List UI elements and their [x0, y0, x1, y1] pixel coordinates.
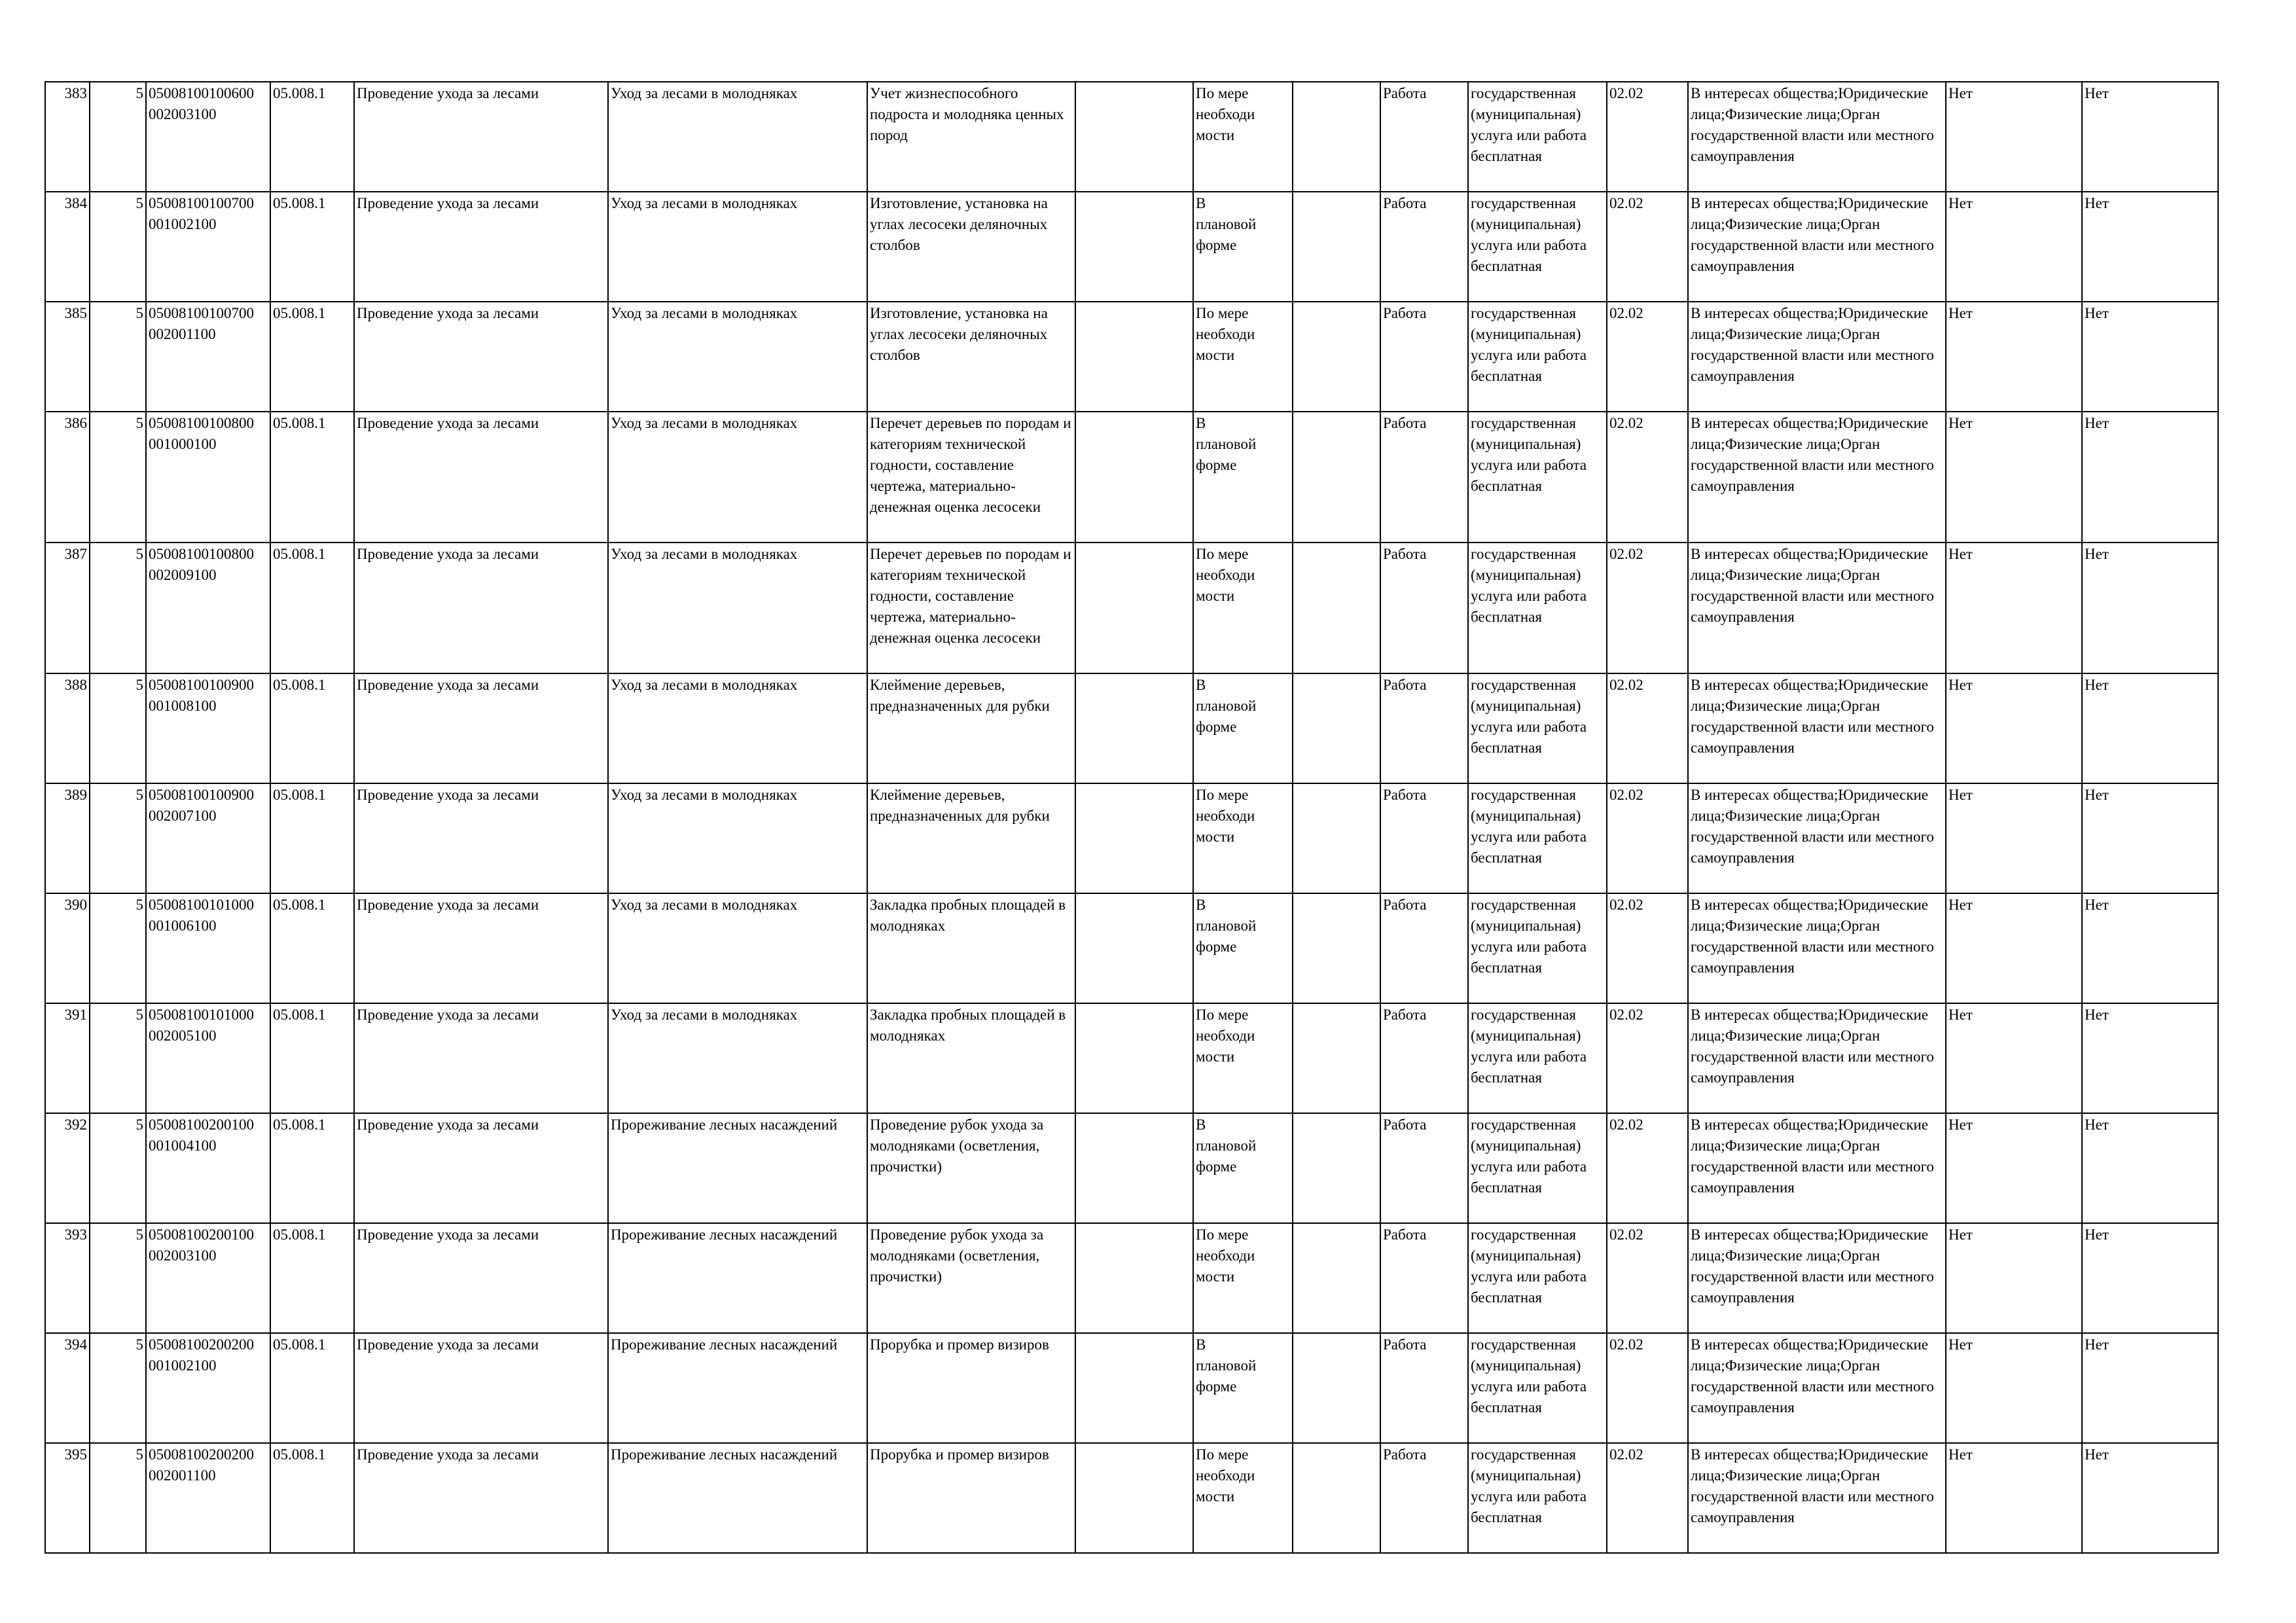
service-content: Прореживание лесных насаждений	[608, 1443, 867, 1553]
activity-code: 05.008.1	[270, 302, 354, 412]
consumer-categories: В интересах общества;Юридические лица;Физические лица;Орган государственной власти или местного самоуправления	[1688, 82, 1946, 192]
flag-cell-2: Нет	[2082, 192, 2218, 302]
service-name: Проведение ухода за лесами	[354, 82, 608, 192]
consumer-categories: В интересах общества;Юридические лица;Физические лица;Орган государственной власти или местного самоуправления	[1688, 412, 1946, 543]
provision-form-line2: плановой	[1196, 216, 1257, 232]
activity-code: 05.008.1	[270, 543, 354, 673]
flag-cell-2: Нет	[2082, 302, 2218, 412]
category-code: 02.02	[1607, 893, 1688, 1003]
registry-code-part2: 001004100	[149, 1137, 217, 1154]
service-content: Уход за лесами в молодняках	[608, 673, 867, 783]
flag-cell-2: Нет	[2082, 82, 2218, 192]
provision-form-line2: необходи	[1196, 1467, 1255, 1484]
provision-form-line1: По мере	[1196, 1446, 1249, 1463]
row-level: 5	[90, 1333, 146, 1443]
service-content: Уход за лесами в молодняках	[608, 893, 867, 1003]
row-level: 5	[90, 302, 146, 412]
row-level: 5	[90, 1113, 146, 1223]
payment-kind: государственная (муниципальная) услуга или работа бесплатная	[1468, 82, 1607, 192]
work-description: Перечет деревьев по породам и категориям технической годности, составление чертежа, материально-денежная оценка лесосеки	[867, 412, 1075, 543]
provision-form	[1193, 1113, 1293, 1223]
row-number: 390	[45, 893, 90, 1003]
provision-form-line2: плановой	[1196, 1357, 1257, 1374]
row-number: 395	[45, 1443, 90, 1553]
category-code: 02.02	[1607, 673, 1688, 783]
payment-kind: государственная (муниципальная) услуга или работа бесплатная	[1468, 1113, 1607, 1223]
flag-cell-2: Нет	[2082, 893, 2218, 1003]
flag-cell-1: Нет	[1946, 1003, 2082, 1113]
table-row	[45, 783, 2218, 893]
row-number: 389	[45, 783, 90, 893]
service-name: Проведение ухода за лесами	[354, 1443, 608, 1553]
empty-cell	[1075, 1333, 1193, 1443]
service-name: Проведение ухода за лесами	[354, 893, 608, 1003]
flag-cell-1: Нет	[1946, 1223, 2082, 1333]
table-row	[45, 1443, 2218, 1553]
flag-cell-1: Нет	[1946, 302, 2082, 412]
empty-cell	[1293, 302, 1380, 412]
flag-cell-1: Нет	[1946, 673, 2082, 783]
table-row	[45, 1223, 2218, 1333]
item-type: Работа	[1380, 192, 1468, 302]
service-name: Проведение ухода за лесами	[354, 302, 608, 412]
registry-code	[146, 1003, 270, 1113]
consumer-categories: В интересах общества;Юридические лица;Физические лица;Орган государственной власти или местного самоуправления	[1688, 1333, 1946, 1443]
provision-form-line3: форме	[1196, 1378, 1237, 1395]
table-row	[45, 543, 2218, 673]
activity-code: 05.008.1	[270, 893, 354, 1003]
item-type: Работа	[1380, 783, 1468, 893]
registry-body	[45, 82, 2218, 1553]
consumer-categories: В интересах общества;Юридические лица;Физические лица;Орган государственной власти или местного самоуправления	[1688, 1113, 1946, 1223]
provision-form-line1: По мере	[1196, 546, 1249, 562]
row-number: 393	[45, 1223, 90, 1333]
empty-cell	[1075, 302, 1193, 412]
activity-code: 05.008.1	[270, 412, 354, 543]
activity-code: 05.008.1	[270, 1223, 354, 1333]
registry-code-part2: 002007100	[149, 808, 217, 824]
flag-cell-1: Нет	[1946, 1333, 2082, 1443]
category-code: 02.02	[1607, 543, 1688, 673]
empty-cell	[1293, 1443, 1380, 1553]
consumer-categories: В интересах общества;Юридические лица;Физические лица;Орган государственной власти или местного самоуправления	[1688, 1223, 1946, 1333]
provision-form-line1: По мере	[1196, 305, 1249, 321]
payment-kind: государственная (муниципальная) услуга или работа бесплатная	[1468, 673, 1607, 783]
registry-code	[146, 543, 270, 673]
registry-code-part2: 001002100	[149, 1357, 217, 1374]
empty-cell	[1293, 1223, 1380, 1333]
registry-code-part1: 05008100100700	[149, 195, 254, 211]
provision-form-line1: В	[1196, 1116, 1206, 1133]
row-level: 5	[90, 783, 146, 893]
provision-form	[1193, 412, 1293, 543]
provision-form-line3: форме	[1196, 719, 1237, 735]
flag-cell-1: Нет	[1946, 1113, 2082, 1223]
item-type: Работа	[1380, 82, 1468, 192]
payment-kind: государственная (муниципальная) услуга или работа бесплатная	[1468, 1223, 1607, 1333]
category-code: 02.02	[1607, 412, 1688, 543]
registry-code-part1: 05008100101000	[149, 897, 254, 913]
service-name: Проведение ухода за лесами	[354, 192, 608, 302]
row-number: 392	[45, 1113, 90, 1223]
registry-code-part2: 001006100	[149, 918, 217, 934]
empty-cell	[1075, 1443, 1193, 1553]
table-row	[45, 1113, 2218, 1223]
service-name: Проведение ухода за лесами	[354, 783, 608, 893]
registry-code-part1: 05008100100900	[149, 677, 254, 693]
activity-code: 05.008.1	[270, 82, 354, 192]
service-name: Проведение ухода за лесами	[354, 543, 608, 673]
flag-cell-2: Нет	[2082, 783, 2218, 893]
payment-kind: государственная (муниципальная) услуга или работа бесплатная	[1468, 302, 1607, 412]
work-description: Клеймение деревьев, предназначенных для рубки	[867, 783, 1075, 893]
activity-code: 05.008.1	[270, 1113, 354, 1223]
empty-cell	[1075, 543, 1193, 673]
empty-cell	[1075, 192, 1193, 302]
service-name: Проведение ухода за лесами	[354, 1003, 608, 1113]
provision-form-line1: По мере	[1196, 1226, 1249, 1243]
registry-code-part1: 05008100200200	[149, 1336, 254, 1353]
registry-code-part2: 002001100	[149, 326, 216, 342]
activity-code: 05.008.1	[270, 673, 354, 783]
provision-form-line1: По мере	[1196, 787, 1249, 803]
table-row	[45, 82, 2218, 192]
registry-code-part1: 05008100100800	[149, 415, 254, 431]
provision-form	[1193, 543, 1293, 673]
provision-form	[1193, 783, 1293, 893]
registry-code-part2: 002003100	[149, 1247, 217, 1264]
empty-cell	[1075, 82, 1193, 192]
flag-cell-1: Нет	[1946, 1443, 2082, 1553]
row-number: 387	[45, 543, 90, 673]
item-type: Работа	[1380, 302, 1468, 412]
flag-cell-1: Нет	[1946, 543, 2082, 673]
item-type: Работа	[1380, 412, 1468, 543]
service-name: Проведение ухода за лесами	[354, 1223, 608, 1333]
table-row	[45, 192, 2218, 302]
registry-code	[146, 302, 270, 412]
provision-form-line3: мости	[1196, 829, 1235, 845]
category-code: 02.02	[1607, 192, 1688, 302]
payment-kind: государственная (муниципальная) услуга или работа бесплатная	[1468, 543, 1607, 673]
empty-cell	[1075, 412, 1193, 543]
empty-cell	[1075, 1003, 1193, 1113]
provision-form-line3: форме	[1196, 237, 1237, 253]
service-name: Проведение ухода за лесами	[354, 412, 608, 543]
provision-form	[1193, 302, 1293, 412]
registry-code	[146, 412, 270, 543]
row-level: 5	[90, 82, 146, 192]
provision-form-line2: плановой	[1196, 698, 1257, 714]
service-content: Уход за лесами в молодняках	[608, 192, 867, 302]
flag-cell-1: Нет	[1946, 82, 2082, 192]
provision-form-line3: мости	[1196, 1048, 1235, 1065]
provision-form	[1193, 1443, 1293, 1553]
activity-code: 05.008.1	[270, 1443, 354, 1553]
provision-form-line1: В	[1196, 195, 1206, 211]
item-type: Работа	[1380, 1113, 1468, 1223]
services-registry-table	[45, 81, 2219, 1554]
table-row	[45, 673, 2218, 783]
row-level: 5	[90, 1003, 146, 1113]
work-description: Закладка пробных площадей в молодняках	[867, 893, 1075, 1003]
table-row	[45, 412, 2218, 543]
empty-cell	[1075, 1113, 1193, 1223]
service-name: Проведение ухода за лесами	[354, 1113, 608, 1223]
provision-form-line2: плановой	[1196, 1137, 1257, 1154]
provision-form-line1: В	[1196, 897, 1206, 913]
work-description: Прорубка и промер визиров	[867, 1443, 1075, 1553]
provision-form-line2: плановой	[1196, 436, 1257, 452]
provision-form-line2: плановой	[1196, 918, 1257, 934]
provision-form	[1193, 1333, 1293, 1443]
payment-kind: государственная (муниципальная) услуга или работа бесплатная	[1468, 412, 1607, 543]
service-content: Уход за лесами в молодняках	[608, 543, 867, 673]
item-type: Работа	[1380, 1443, 1468, 1553]
provision-form	[1193, 893, 1293, 1003]
category-code: 02.02	[1607, 783, 1688, 893]
table-row	[45, 1333, 2218, 1443]
provision-form-line2: необходи	[1196, 326, 1255, 342]
registry-code-part2: 001000100	[149, 436, 217, 452]
consumer-categories: В интересах общества;Юридические лица;Физические лица;Орган государственной власти или местного самоуправления	[1688, 543, 1946, 673]
service-content: Уход за лесами в молодняках	[608, 82, 867, 192]
activity-code: 05.008.1	[270, 783, 354, 893]
row-number: 385	[45, 302, 90, 412]
consumer-categories: В интересах общества;Юридические лица;Физические лица;Орган государственной власти или местного самоуправления	[1688, 783, 1946, 893]
provision-form-line3: мости	[1196, 588, 1235, 604]
empty-cell	[1293, 1333, 1380, 1443]
item-type: Работа	[1380, 1333, 1468, 1443]
empty-cell	[1293, 412, 1380, 543]
empty-cell	[1293, 1113, 1380, 1223]
provision-form-line3: мости	[1196, 347, 1235, 363]
empty-cell	[1075, 1223, 1193, 1333]
provision-form	[1193, 1003, 1293, 1113]
provision-form-line2: необходи	[1196, 567, 1255, 583]
item-type: Работа	[1380, 1223, 1468, 1333]
category-code: 02.02	[1607, 302, 1688, 412]
registry-code	[146, 783, 270, 893]
flag-cell-1: Нет	[1946, 893, 2082, 1003]
service-content: Прореживание лесных насаждений	[608, 1113, 867, 1223]
row-number: 383	[45, 82, 90, 192]
registry-code-part1: 05008100200100	[149, 1226, 254, 1243]
row-number: 391	[45, 1003, 90, 1113]
registry-code-part2: 002005100	[149, 1027, 217, 1044]
flag-cell-2: Нет	[2082, 1443, 2218, 1553]
provision-form-line3: мости	[1196, 127, 1235, 143]
empty-cell	[1293, 673, 1380, 783]
payment-kind: государственная (муниципальная) услуга или работа бесплатная	[1468, 893, 1607, 1003]
service-name: Проведение ухода за лесами	[354, 673, 608, 783]
row-level: 5	[90, 893, 146, 1003]
registry-code	[146, 1333, 270, 1443]
registry-code	[146, 1113, 270, 1223]
row-number: 388	[45, 673, 90, 783]
registry-code-part2: 002009100	[149, 567, 217, 583]
flag-cell-2: Нет	[2082, 412, 2218, 543]
category-code: 02.02	[1607, 1113, 1688, 1223]
table-row	[45, 893, 2218, 1003]
payment-kind: государственная (муниципальная) услуга или работа бесплатная	[1468, 1003, 1607, 1113]
item-type: Работа	[1380, 673, 1468, 783]
flag-cell-1: Нет	[1946, 192, 2082, 302]
registry-code-part2: 001002100	[149, 216, 217, 232]
flag-cell-2: Нет	[2082, 673, 2218, 783]
registry-code-part1: 05008100100900	[149, 787, 254, 803]
work-description: Изготовление, установка на углах лесосеки деляночных столбов	[867, 192, 1075, 302]
work-description: Клеймение деревьев, предназначенных для рубки	[867, 673, 1075, 783]
item-type: Работа	[1380, 893, 1468, 1003]
empty-cell	[1293, 543, 1380, 673]
provision-form-line1: По мере	[1196, 1007, 1249, 1023]
registry-code	[146, 1443, 270, 1553]
empty-cell	[1293, 783, 1380, 893]
empty-cell	[1293, 893, 1380, 1003]
payment-kind: государственная (муниципальная) услуга или работа бесплатная	[1468, 1333, 1607, 1443]
category-code: 02.02	[1607, 1223, 1688, 1333]
registry-code	[146, 673, 270, 783]
row-level: 5	[90, 543, 146, 673]
item-type: Работа	[1380, 543, 1468, 673]
provision-form	[1193, 192, 1293, 302]
registry-code-part2: 002003100	[149, 106, 217, 122]
registry-code-part1: 05008100100800	[149, 546, 254, 562]
row-number: 394	[45, 1333, 90, 1443]
work-description: Прорубка и промер визиров	[867, 1333, 1075, 1443]
flag-cell-2: Нет	[2082, 1223, 2218, 1333]
consumer-categories: В интересах общества;Юридические лица;Физические лица;Орган государственной власти или местного самоуправления	[1688, 192, 1946, 302]
work-description: Изготовление, установка на углах лесосеки деляночных столбов	[867, 302, 1075, 412]
work-description: Перечет деревьев по породам и категориям технической годности, составление чертежа, материально-денежная оценка лесосеки	[867, 543, 1075, 673]
work-description: Проведение рубок ухода за молодняками (осветления, прочистки)	[867, 1113, 1075, 1223]
consumer-categories: В интересах общества;Юридические лица;Физические лица;Орган государственной власти или местного самоуправления	[1688, 893, 1946, 1003]
empty-cell	[1293, 192, 1380, 302]
provision-form-line1: В	[1196, 415, 1206, 431]
flag-cell-2: Нет	[2082, 543, 2218, 673]
payment-kind: государственная (муниципальная) услуга или работа бесплатная	[1468, 192, 1607, 302]
provision-form-line1: В	[1196, 1336, 1206, 1353]
registry-code	[146, 82, 270, 192]
row-level: 5	[90, 412, 146, 543]
service-content: Уход за лесами в молодняках	[608, 302, 867, 412]
service-content: Прореживание лесных насаждений	[608, 1223, 867, 1333]
service-content: Уход за лесами в молодняках	[608, 412, 867, 543]
registry-code-part1: 05008100100600	[149, 85, 254, 101]
row-level: 5	[90, 1443, 146, 1553]
registry-code	[146, 192, 270, 302]
provision-form	[1193, 673, 1293, 783]
row-number: 386	[45, 412, 90, 543]
provision-form-line2: необходи	[1196, 808, 1255, 824]
category-code: 02.02	[1607, 1003, 1688, 1113]
registry-code-part1: 05008100100700	[149, 305, 254, 321]
service-content: Прореживание лесных насаждений	[608, 1333, 867, 1443]
service-content: Уход за лесами в молодняках	[608, 1003, 867, 1113]
row-level: 5	[90, 1223, 146, 1333]
flag-cell-1: Нет	[1946, 412, 2082, 543]
flag-cell-2: Нет	[2082, 1333, 2218, 1443]
consumer-categories: В интересах общества;Юридические лица;Физические лица;Орган государственной власти или местного самоуправления	[1688, 302, 1946, 412]
activity-code: 05.008.1	[270, 1003, 354, 1113]
activity-code: 05.008.1	[270, 1333, 354, 1443]
empty-cell	[1075, 783, 1193, 893]
row-level: 5	[90, 673, 146, 783]
work-description: Учет жизнеспособного подроста и молодняка ценных пород	[867, 82, 1075, 192]
empty-cell	[1293, 1003, 1380, 1113]
provision-form-line3: мости	[1196, 1488, 1235, 1505]
activity-code: 05.008.1	[270, 192, 354, 302]
registry-code	[146, 1223, 270, 1333]
flag-cell-1: Нет	[1946, 783, 2082, 893]
provision-form	[1193, 1223, 1293, 1333]
registry-code-part2: 002001100	[149, 1467, 216, 1484]
consumer-categories: В интересах общества;Юридические лица;Физические лица;Орган государственной власти или местного самоуправления	[1688, 1443, 1946, 1553]
flag-cell-2: Нет	[2082, 1113, 2218, 1223]
provision-form-line1: По мере	[1196, 85, 1249, 101]
service-name: Проведение ухода за лесами	[354, 1333, 608, 1443]
payment-kind: государственная (муниципальная) услуга или работа бесплатная	[1468, 1443, 1607, 1553]
registry-code-part2: 001008100	[149, 698, 217, 714]
table-row	[45, 1003, 2218, 1113]
row-level: 5	[90, 192, 146, 302]
provision-form	[1193, 82, 1293, 192]
provision-form-line2: необходи	[1196, 106, 1255, 122]
table-row	[45, 302, 2218, 412]
registry-code-part1: 05008100200200	[149, 1446, 254, 1463]
consumer-categories: В интересах общества;Юридические лица;Физические лица;Орган государственной власти или местного самоуправления	[1688, 673, 1946, 783]
registry-code	[146, 893, 270, 1003]
provision-form-line2: необходи	[1196, 1247, 1255, 1264]
flag-cell-2: Нет	[2082, 1003, 2218, 1113]
work-description: Закладка пробных площадей в молодняках	[867, 1003, 1075, 1113]
payment-kind: государственная (муниципальная) услуга или работа бесплатная	[1468, 783, 1607, 893]
registry-code-part1: 05008100200100	[149, 1116, 254, 1133]
provision-form-line2: необходи	[1196, 1027, 1255, 1044]
work-description: Проведение рубок ухода за молодняками (осветления, прочистки)	[867, 1223, 1075, 1333]
empty-cell	[1293, 82, 1380, 192]
empty-cell	[1075, 893, 1193, 1003]
item-type: Работа	[1380, 1003, 1468, 1113]
category-code: 02.02	[1607, 1333, 1688, 1443]
service-content: Уход за лесами в молодняках	[608, 783, 867, 893]
consumer-categories: В интересах общества;Юридические лица;Физические лица;Орган государственной власти или местного самоуправления	[1688, 1003, 1946, 1113]
provision-form-line3: мости	[1196, 1268, 1235, 1285]
category-code: 02.02	[1607, 82, 1688, 192]
provision-form-line3: форме	[1196, 1158, 1237, 1175]
category-code: 02.02	[1607, 1443, 1688, 1553]
registry-code-part1: 05008100101000	[149, 1007, 254, 1023]
row-number: 384	[45, 192, 90, 302]
empty-cell	[1075, 673, 1193, 783]
provision-form-line3: форме	[1196, 457, 1237, 473]
provision-form-line1: В	[1196, 677, 1206, 693]
provision-form-line3: форме	[1196, 938, 1237, 955]
